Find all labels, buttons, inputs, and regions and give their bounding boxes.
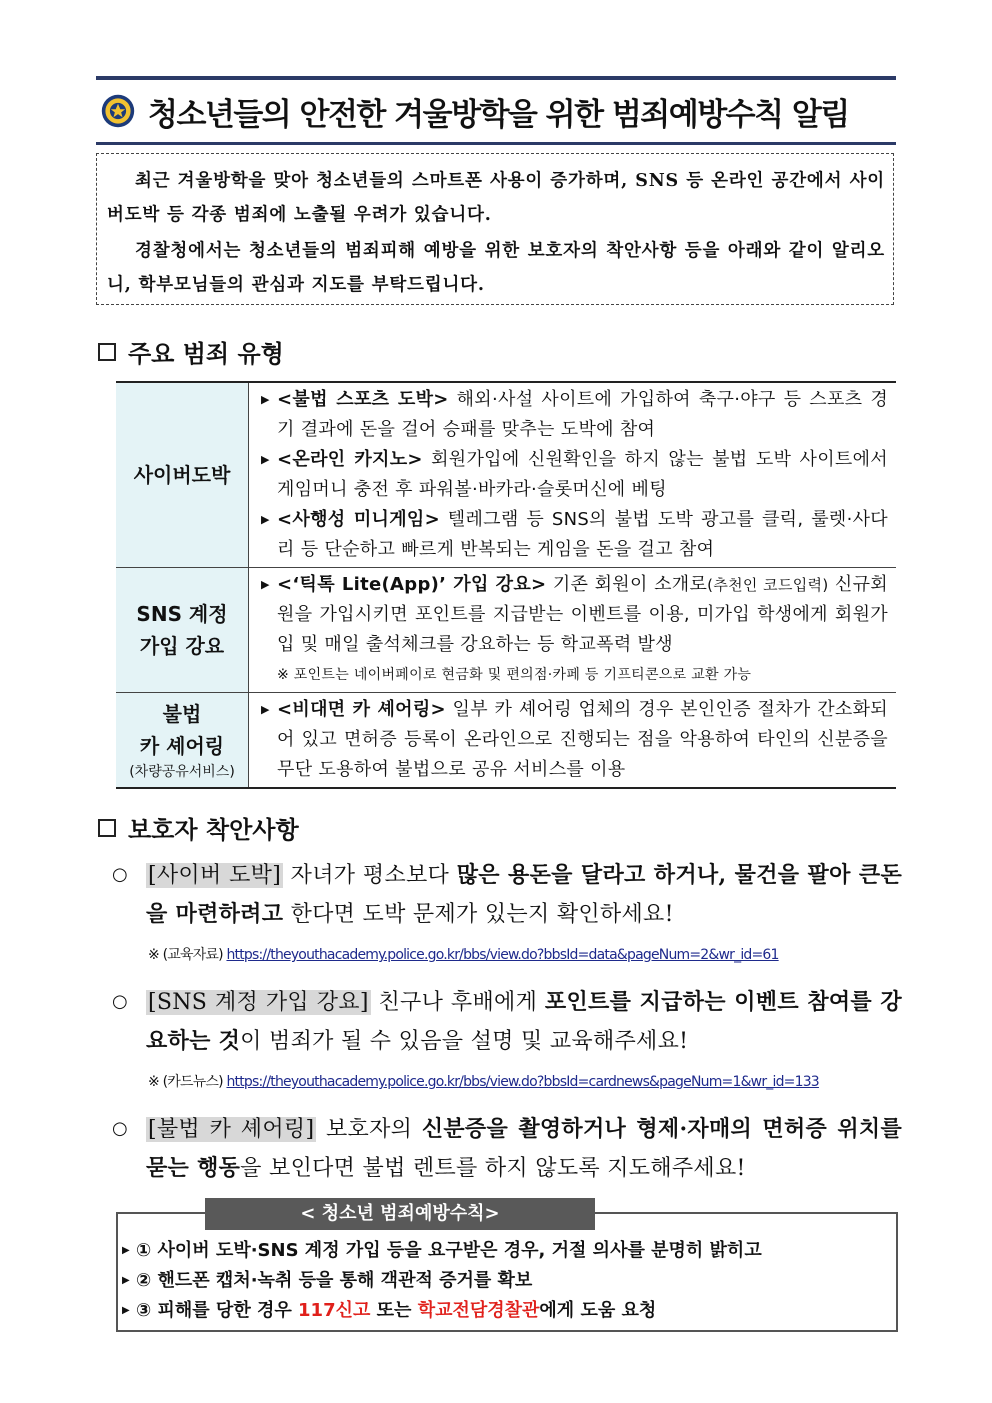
list-item: ▶ <‘틱톡 Lite(App)’ 가입 강요> 기존 회원이 소개로(추천인 코드입력) 신규회원을 가입시키면 포인트를 지급받는 이벤트를 이용, 미가입 학생에게 회원가입 및 매일 출석체크를 강요하는 등 학교폭력 발생 — [261, 570, 888, 660]
police-emblem-icon — [100, 93, 136, 129]
square-icon — [98, 343, 116, 361]
reference-link-row: ※ (교육자료) https://theyouthacademy.police.go.kr/bbs/view.do?bbsId=data&pageNum=2&wr_id=61 — [148, 947, 779, 963]
note-text: ※ 포인트는 네이버페이로 현금화 및 편의점·카페 등 기프티콘으로 교환 가능 — [277, 667, 752, 683]
intro-paragraph: 경찰청에서는 청소년들의 범죄피해 예방을 위한 보호자의 착안사항 등을 아래와 같이 알리오니, 학부모님들의 관심과 지도를 부탁드립니다. — [107, 241, 885, 295]
title-rule-bottom — [96, 142, 896, 145]
reference-link[interactable]: https://theyouthacademy.police.go.kr/bbs/view.do?bbsId=data&pageNum=2&wr_id=61 — [226, 947, 779, 963]
list-item: ▶ <온라인 카지노> 회원가입에 신원확인을 하지 않는 불법 도박 사이트에서 게임머니 충전 후 파워볼·바카라·슬롯머신에 베팅 — [261, 445, 888, 505]
triangle-bullet-icon: ▶ — [261, 393, 270, 406]
list-item: ▶ <불법 스포츠 도박> 해외·사설 사이트에 가입하여 축구·야구 등 스포츠 경기 결과에 돈을 걸어 승패를 맞추는 도박에 참여 — [261, 385, 888, 445]
list-item: ▶ <비대면 카 셰어링> 일부 카 셰어링 업체의 경우 본인인증 절차가 간소화되어 있고 면허증 등록이 온라인으로 진행되는 점을 악용하여 타인의 신분증을 무단 도용하여 불법으로 공유 서비스를 이용 — [261, 695, 888, 785]
reference-link-row: ※ (카드뉴스) https://theyouthacademy.police.go.kr/bbs/view.do?bbsId=cardnews&pageNum=1&wr_id=133 — [148, 1074, 819, 1090]
circle-bullet-icon: ○ — [112, 1118, 128, 1139]
triangle-bullet-icon: ▶ — [261, 513, 270, 526]
section-heading-crime-types: 주요 범죄 유형 — [98, 334, 284, 369]
triangle-bullet-icon: ▶ — [261, 453, 270, 466]
rule-item: ▶ ① 사이버 도박·SNS 계정 가입 등을 요구받은 경우, 거절 의사를 분명히 밝히고 — [122, 1236, 896, 1266]
reference-link[interactable]: https://theyouthacademy.police.go.kr/bbs/view.do?bbsId=cardnews&pageNum=1&wr_id=133 — [226, 1074, 819, 1090]
rule-item: ▶ ② 핸드폰 캡처·녹취 등을 통해 객관적 증거를 확보 — [122, 1266, 896, 1296]
prevention-rules-box — [116, 1212, 898, 1332]
triangle-bullet-icon: ▶ — [122, 1305, 130, 1316]
crime-types-table — [116, 381, 896, 789]
guardian-item-sns-account: ○ [SNS 계정 가입 강요] 친구나 후배에게 포인트를 지급하는 이벤트 참여를 강요하는 것이 범죄가 될 수 있음을 설명 및 교육해주세요! — [112, 983, 902, 1061]
section-heading-guardian: 보호자 착안사항 — [98, 810, 299, 845]
intro-box — [96, 153, 894, 305]
table-row — [116, 693, 896, 789]
guardian-item-cyber-gambling: ○ [사이버 도박] 자녀가 평소보다 많은 용돈을 달라고 하거나, 물건을 팔아 큰돈을 마련하려고 한다면 도박 문제가 있는지 확인하세요! — [112, 856, 902, 934]
circle-bullet-icon: ○ — [112, 864, 128, 885]
triangle-bullet-icon: ▶ — [122, 1275, 130, 1286]
square-icon — [98, 819, 116, 837]
triangle-bullet-icon: ▶ — [261, 578, 270, 591]
intro-paragraph: 최근 겨울방학을 맞아 청소년들의 스마트폰 사용이 증가하며, SNS 등 온라인 공간에서 사이버도박 등 각종 범죄에 노출될 우려가 있습니다. — [107, 171, 885, 225]
page-title: 청소년들의 안전한 겨울방학을 위한 범죄예방수칙 알림 — [148, 96, 849, 133]
rules-box-title: < 청소년 범죄예방수칙> — [205, 1198, 595, 1230]
rule-item: ▶ ③ 피해를 당한 경우 117신고 또는 학교전담경찰관에게 도움 요청 — [122, 1296, 896, 1326]
category-cyber-gambling: 사이버도박 — [116, 382, 249, 568]
table-row — [116, 382, 896, 568]
list-item: ▶ <사행성 미니게임> 텔레그램 등 SNS의 불법 도박 광고를 클릭, 룰렛·사다리 등 단순하고 빠르게 반복되는 게임을 돈을 걸고 참여 — [261, 505, 888, 565]
category-car-sharing: 불법 카 셰어링 (차량공유서비스) — [116, 693, 249, 789]
title-block — [96, 76, 896, 145]
triangle-bullet-icon: ▶ — [122, 1245, 130, 1256]
category-sns-account: SNS 계정 가입 강요 — [116, 568, 249, 693]
guardian-item-car-sharing: ○ [불법 카 셰어링] 보호자의 신분증을 촬영하거나 형제·자매의 면허증 위치를 묻는 행동을 보인다면 불법 렌트를 하지 않도록 지도해주세요! — [112, 1110, 902, 1188]
circle-bullet-icon: ○ — [112, 991, 128, 1012]
triangle-bullet-icon: ▶ — [261, 703, 270, 716]
table-row — [116, 568, 896, 693]
